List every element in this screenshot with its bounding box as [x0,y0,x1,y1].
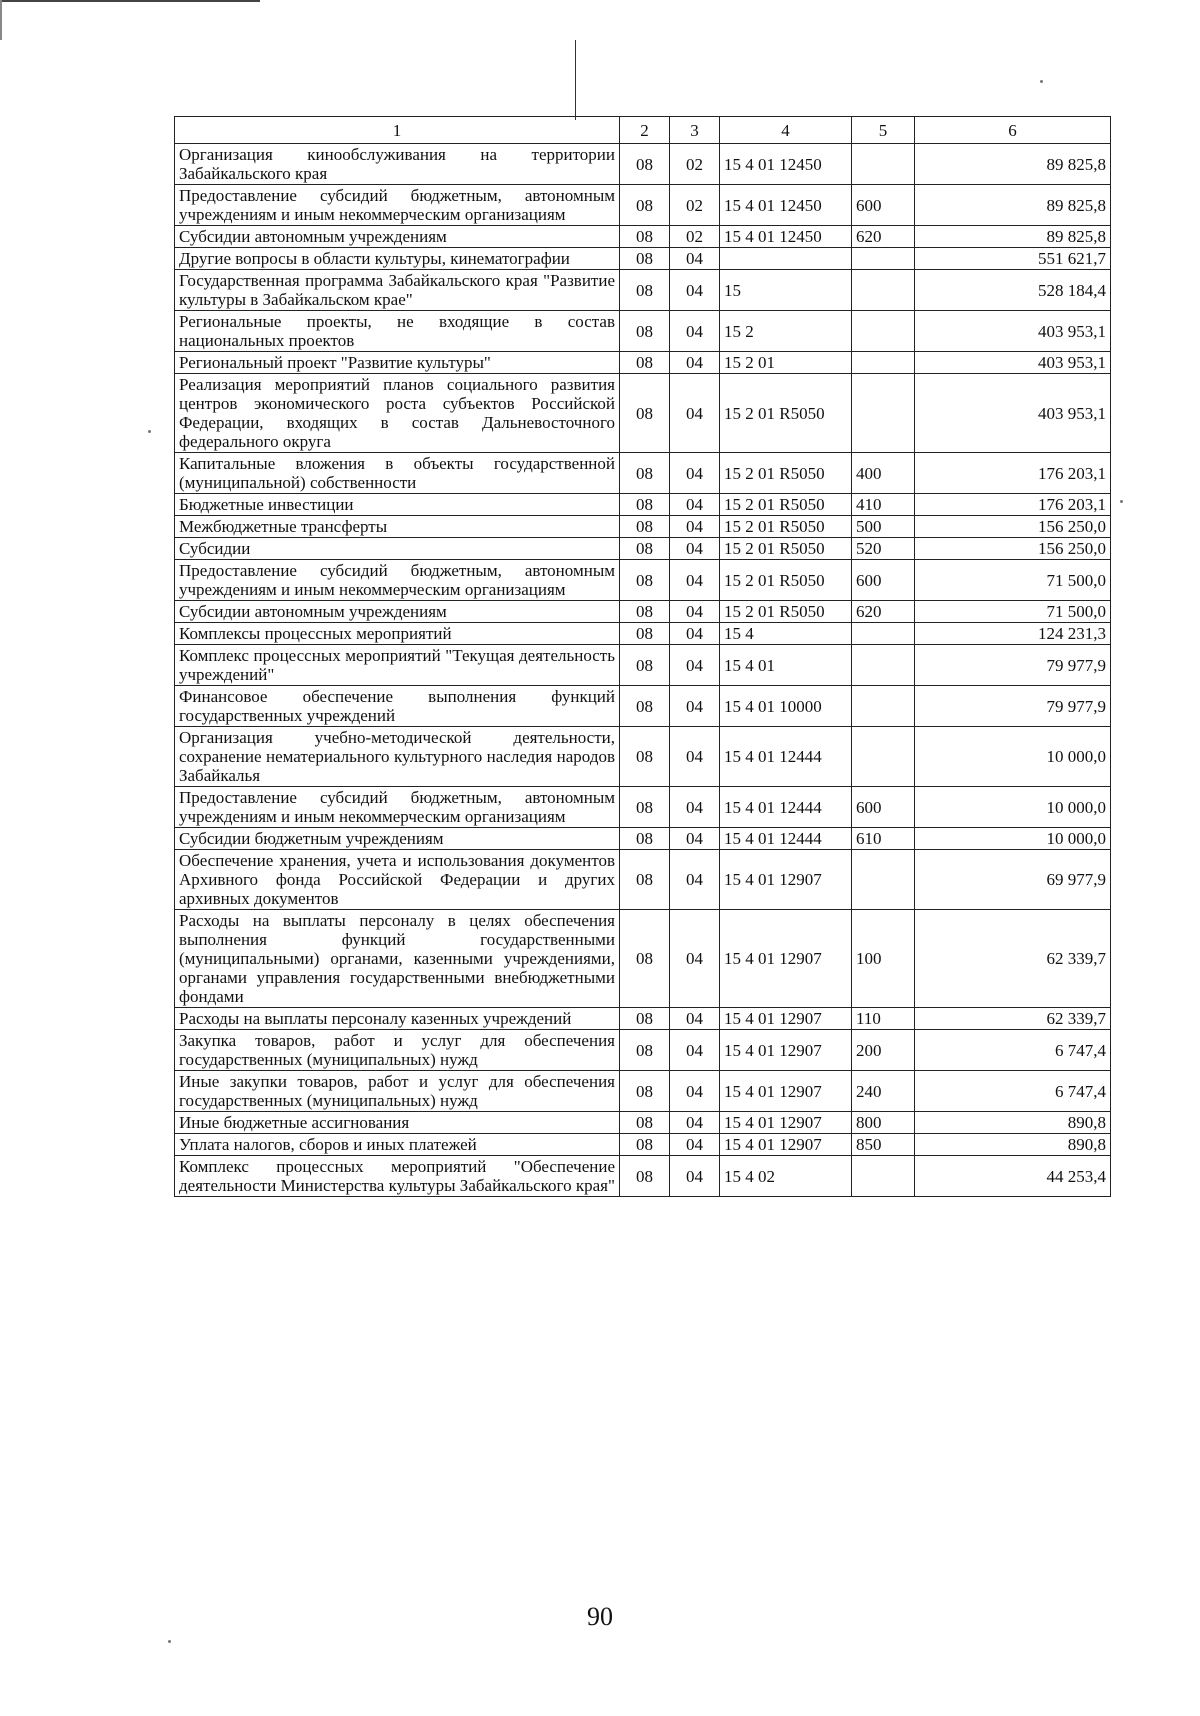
row-expense-type: 620 [852,226,915,248]
header-col-3: 3 [670,117,720,144]
row-amount: 528 184,4 [915,270,1111,311]
row-section: 08 [620,1030,670,1071]
row-subsection: 02 [670,226,720,248]
table-row [175,270,1111,311]
table-row [175,560,1111,601]
table-row [175,494,1111,516]
row-name: Капитальные вложения в объекты государственной (муниципальной) собственности [175,453,620,494]
row-target-code: 15 2 01 R5050 [720,601,852,623]
row-section: 08 [620,560,670,601]
row-amount: 71 500,0 [915,560,1111,601]
row-expense-type [852,248,915,270]
row-subsection: 02 [670,144,720,185]
row-expense-type: 600 [852,185,915,226]
row-amount: 79 977,9 [915,686,1111,727]
row-section: 08 [620,352,670,374]
row-subsection: 04 [670,787,720,828]
row-subsection: 04 [670,727,720,787]
row-amount: 6 747,4 [915,1030,1111,1071]
row-target-code: 15 4 01 12907 [720,1071,852,1112]
row-name: Региональный проект "Развитие культуры" [175,352,620,374]
row-amount: 79 977,9 [915,645,1111,686]
row-expense-type: 520 [852,538,915,560]
row-section: 08 [620,1156,670,1197]
row-name: Иные бюджетные ассигнования [175,1112,620,1134]
row-amount: 176 203,1 [915,453,1111,494]
row-target-code: 15 4 01 12444 [720,787,852,828]
row-amount: 403 953,1 [915,311,1111,352]
row-name: Организация кинообслуживания на территории Забайкальского края [175,144,620,185]
row-subsection: 04 [670,1112,720,1134]
row-target-code: 15 2 [720,311,852,352]
row-subsection: 04 [670,352,720,374]
row-name: Уплата налогов, сборов и иных платежей [175,1134,620,1156]
scan-edge-line-vertical [0,0,2,40]
scan-speck [148,430,151,433]
table-row [175,1112,1111,1134]
row-subsection: 04 [670,1071,720,1112]
row-expense-type [852,623,915,645]
row-subsection: 04 [670,516,720,538]
table-row [175,828,1111,850]
row-target-code: 15 2 01 R5050 [720,453,852,494]
table-row [175,1156,1111,1197]
table-body [175,144,1111,1197]
row-amount: 10 000,0 [915,787,1111,828]
row-target-code: 15 4 01 12907 [720,910,852,1008]
row-name: Предоставление субсидий бюджетным, автономным учреждениям и иным некоммерческим организациям [175,787,620,828]
row-subsection: 02 [670,185,720,226]
row-target-code: 15 2 01 [720,352,852,374]
row-target-code: 15 4 [720,623,852,645]
row-name: Организация учебно-методической деятельности, сохранение нематериального культурного наследия народов Забайкалья [175,727,620,787]
row-amount: 403 953,1 [915,352,1111,374]
header-col-2: 2 [620,117,670,144]
row-subsection: 04 [670,1134,720,1156]
row-amount: 10 000,0 [915,727,1111,787]
budget-table [174,116,1111,1197]
row-target-code: 15 4 01 12450 [720,226,852,248]
row-amount: 89 825,8 [915,226,1111,248]
row-section: 08 [620,538,670,560]
row-section: 08 [620,144,670,185]
row-subsection: 04 [670,601,720,623]
row-name: Бюджетные инвестиции [175,494,620,516]
table-row [175,623,1111,645]
row-name: Предоставление субсидий бюджетным, автономным учреждениям и иным некоммерческим организациям [175,185,620,226]
row-expense-type [852,270,915,311]
row-name: Комплексы процессных мероприятий [175,623,620,645]
row-expense-type: 410 [852,494,915,516]
row-name: Межбюджетные трансферты [175,516,620,538]
row-section: 08 [620,1071,670,1112]
row-amount: 124 231,3 [915,623,1111,645]
row-section: 08 [620,727,670,787]
table-row [175,185,1111,226]
row-target-code: 15 2 01 R5050 [720,560,852,601]
table-row [175,787,1111,828]
row-expense-type [852,1156,915,1197]
row-target-code: 15 4 01 12907 [720,1112,852,1134]
row-section: 08 [620,248,670,270]
row-amount: 10 000,0 [915,828,1111,850]
table-row [175,311,1111,352]
row-target-code: 15 4 01 12450 [720,144,852,185]
row-name: Субсидии [175,538,620,560]
row-section: 08 [620,686,670,727]
row-name: Комплекс процессных мероприятий "Текущая деятельность учреждений" [175,645,620,686]
row-section: 08 [620,311,670,352]
row-target-code [720,248,852,270]
table-row [175,248,1111,270]
row-amount: 44 253,4 [915,1156,1111,1197]
row-expense-type: 600 [852,560,915,601]
table-row [175,1008,1111,1030]
row-expense-type [852,144,915,185]
row-amount: 890,8 [915,1112,1111,1134]
row-expense-type [852,374,915,453]
row-expense-type: 800 [852,1112,915,1134]
row-expense-type: 240 [852,1071,915,1112]
page-number: 90 [587,1602,613,1631]
row-amount: 69 977,9 [915,850,1111,910]
row-name: Субсидии автономным учреждениям [175,601,620,623]
table-row [175,538,1111,560]
row-section: 08 [620,1112,670,1134]
row-section: 08 [620,850,670,910]
row-target-code: 15 4 01 12907 [720,1030,852,1071]
row-subsection: 04 [670,311,720,352]
row-name: Другие вопросы в области культуры, кинематографии [175,248,620,270]
header-col-1: 1 [175,117,620,144]
row-expense-type [852,727,915,787]
table-row [175,226,1111,248]
row-amount: 176 203,1 [915,494,1111,516]
row-target-code: 15 4 01 12907 [720,1008,852,1030]
table-row [175,645,1111,686]
row-subsection: 04 [670,623,720,645]
row-expense-type [852,352,915,374]
row-expense-type [852,850,915,910]
table-row [175,144,1111,185]
row-subsection: 04 [670,1156,720,1197]
row-target-code: 15 4 02 [720,1156,852,1197]
row-name: Комплекс процессных мероприятий "Обеспечение деятельности Министерства культуры Забайкальского края" [175,1156,620,1197]
row-amount: 6 747,4 [915,1071,1111,1112]
row-expense-type [852,311,915,352]
row-target-code: 15 4 01 12450 [720,185,852,226]
row-target-code: 15 [720,270,852,311]
row-expense-type: 610 [852,828,915,850]
row-subsection: 04 [670,686,720,727]
row-amount: 89 825,8 [915,144,1111,185]
row-section: 08 [620,1008,670,1030]
row-target-code: 15 4 01 12907 [720,1134,852,1156]
row-name: Обеспечение хранения, учета и использования документов Архивного фонда Российской Федерации и других архивных документов [175,850,620,910]
table-row [175,1134,1111,1156]
row-expense-type: 500 [852,516,915,538]
table-row [175,850,1111,910]
scan-speck [1120,500,1123,503]
row-amount: 156 250,0 [915,516,1111,538]
row-subsection: 04 [670,1008,720,1030]
row-subsection: 04 [670,645,720,686]
row-section: 08 [620,270,670,311]
row-name: Расходы на выплаты персоналу в целях обеспечения выполнения функций государственными (муниципальными) органами, казенными учреждениями, органами управления государственными внебюджетными фондами [175,910,620,1008]
row-name: Закупка товаров, работ и услуг для обеспечения государственных (муниципальных) нужд [175,1030,620,1071]
row-amount: 403 953,1 [915,374,1111,453]
row-amount: 551 621,7 [915,248,1111,270]
row-section: 08 [620,601,670,623]
header-col-4: 4 [720,117,852,144]
scan-edge-line [0,0,260,2]
row-expense-type [852,645,915,686]
table-row [175,516,1111,538]
row-target-code: 15 4 01 12444 [720,727,852,787]
row-subsection: 04 [670,248,720,270]
row-expense-type: 620 [852,601,915,623]
row-target-code: 15 4 01 [720,645,852,686]
row-section: 08 [620,1134,670,1156]
row-target-code: 15 2 01 R5050 [720,516,852,538]
header-col-6: 6 [915,117,1111,144]
row-section: 08 [620,910,670,1008]
row-name: Субсидии бюджетным учреждениям [175,828,620,850]
row-subsection: 04 [670,828,720,850]
row-section: 08 [620,623,670,645]
row-amount: 890,8 [915,1134,1111,1156]
row-name: Реализация мероприятий планов социального развития центров экономического роста субъектов Российской Федерации, входящих в состав Дальневосточного федерального округа [175,374,620,453]
row-subsection: 04 [670,560,720,601]
row-expense-type: 400 [852,453,915,494]
row-expense-type: 100 [852,910,915,1008]
row-expense-type: 200 [852,1030,915,1071]
fold-mark [575,40,576,120]
row-expense-type [852,686,915,727]
row-amount: 62 339,7 [915,1008,1111,1030]
row-subsection: 04 [670,910,720,1008]
row-target-code: 15 2 01 R5050 [720,538,852,560]
row-section: 08 [620,645,670,686]
row-section: 08 [620,787,670,828]
table-row [175,727,1111,787]
header-row [175,117,1111,144]
row-target-code: 15 4 01 12444 [720,828,852,850]
row-amount: 156 250,0 [915,538,1111,560]
table-row [175,686,1111,727]
row-section: 08 [620,185,670,226]
row-subsection: 04 [670,850,720,910]
row-target-code: 15 2 01 R5050 [720,494,852,516]
row-name: Финансовое обеспечение выполнения функций государственных учреждений [175,686,620,727]
row-name: Региональные проекты, не входящие в состав национальных проектов [175,311,620,352]
row-name: Государственная программа Забайкальского края "Развитие культуры в Забайкальском крае" [175,270,620,311]
table-row [175,374,1111,453]
row-amount: 62 339,7 [915,910,1111,1008]
row-target-code: 15 2 01 R5050 [720,374,852,453]
row-name: Предоставление субсидий бюджетным, автономным учреждениям и иным некоммерческим организациям [175,560,620,601]
row-name: Расходы на выплаты персоналу казенных учреждений [175,1008,620,1030]
row-subsection: 04 [670,538,720,560]
row-expense-type: 600 [852,787,915,828]
table-row [175,910,1111,1008]
row-section: 08 [620,828,670,850]
row-subsection: 04 [670,494,720,516]
table-row [175,601,1111,623]
row-subsection: 04 [670,453,720,494]
table-row [175,352,1111,374]
row-section: 08 [620,516,670,538]
row-subsection: 04 [670,270,720,311]
row-subsection: 04 [670,1030,720,1071]
row-expense-type: 850 [852,1134,915,1156]
row-amount: 71 500,0 [915,601,1111,623]
header-col-5: 5 [852,117,915,144]
row-section: 08 [620,494,670,516]
table-row [175,453,1111,494]
table-row [175,1071,1111,1112]
table-header [175,117,1111,144]
row-target-code: 15 4 01 10000 [720,686,852,727]
scan-speck [1040,80,1043,83]
row-amount: 89 825,8 [915,185,1111,226]
row-section: 08 [620,226,670,248]
scan-speck [168,1640,171,1643]
row-name: Иные закупки товаров, работ и услуг для обеспечения государственных (муниципальных) нужд [175,1071,620,1112]
row-expense-type: 110 [852,1008,915,1030]
row-name: Субсидии автономным учреждениям [175,226,620,248]
row-subsection: 04 [670,374,720,453]
row-target-code: 15 4 01 12907 [720,850,852,910]
row-section: 08 [620,374,670,453]
row-section: 08 [620,453,670,494]
table-row [175,1030,1111,1071]
